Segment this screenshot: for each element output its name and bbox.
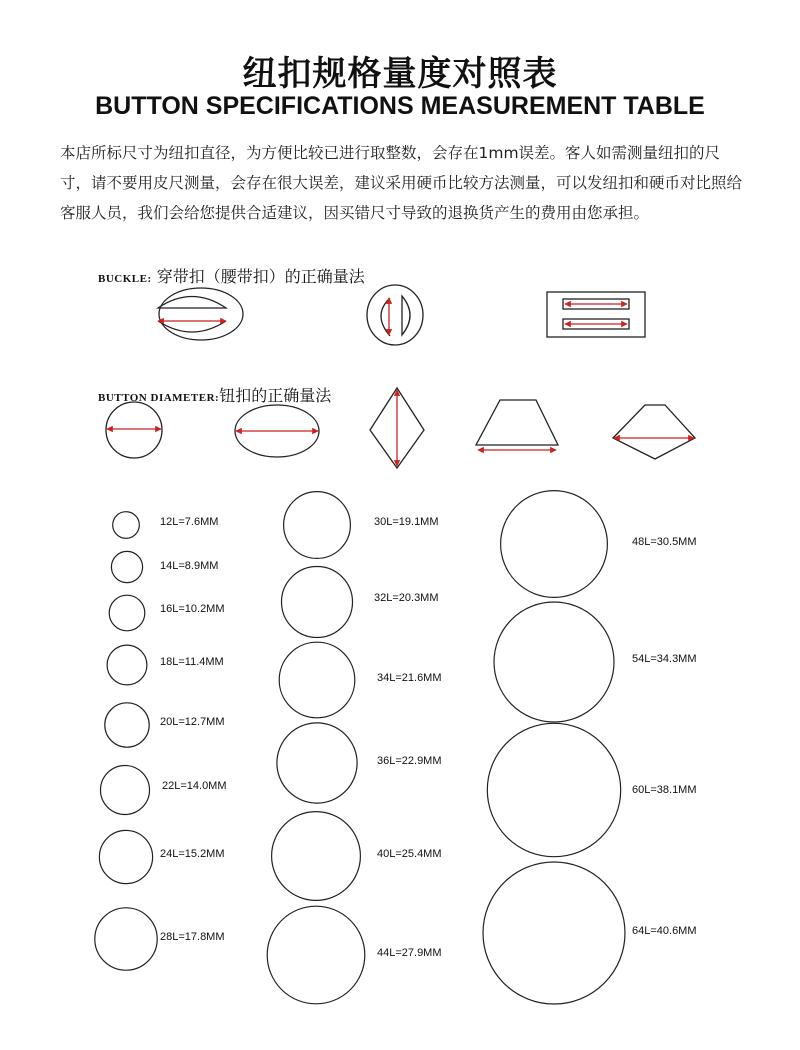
size-label: 18L=11.4MM [160, 656, 224, 668]
size-circle [277, 723, 357, 803]
rectangle-buckle-icon [547, 292, 645, 337]
intro-paragraph: 本店所标尺寸为纽扣直径，为方便比较已进行取整数，会存在1mm误差。客人如需测量纽扣的尺寸，请不要用皮尺测量，会存在很大误差，建议采用硬币比较方法测量，可以发纽扣和硬币对比照给客服人员，我们会给您提供合适建议，因买错尺寸导致的退换货产生的费用由您承担。 [60, 144, 743, 222]
diamond-button-measure-icon [370, 388, 424, 468]
size-label: 36L=22.9MM [377, 755, 442, 767]
size-label: 30L=19.1MM [374, 516, 439, 528]
size-label: 12L=7.6MM [160, 516, 219, 528]
size-circle [487, 723, 620, 856]
size-circle [501, 491, 608, 598]
buckle-label-cn: 穿带扣（腰带扣）的正确量法 [156, 267, 365, 286]
size-label: 16L=10.2MM [160, 603, 225, 615]
size-label: 24L=15.2MM [160, 848, 225, 860]
size-label: 22L=14.0MM [162, 780, 227, 792]
oval-buckle-icon [158, 288, 243, 340]
size-circle [282, 567, 353, 638]
size-circle [494, 602, 614, 722]
size-circle [279, 642, 355, 718]
size-label: 34L=21.6MM [377, 672, 442, 684]
size-circle [111, 551, 142, 582]
page-subtitle: BUTTON SPECIFICATIONS MEASUREMENT TABLE [95, 92, 705, 120]
size-circle [105, 703, 149, 747]
size-circle [99, 830, 152, 883]
size-circle [113, 512, 140, 539]
round-button-measure-icon [106, 402, 162, 458]
size-label: 40L=25.4MM [377, 848, 442, 860]
diameter-label-cn: 钮扣的正确量法 [219, 386, 332, 405]
size-label: 32L=20.3MM [374, 592, 439, 604]
diameter-label-en: BUTTON DIAMETER: [98, 392, 220, 404]
size-circle [284, 492, 351, 559]
size-label: 64L=40.6MM [632, 925, 697, 937]
buckle-label-en: BUCKLE: [98, 273, 152, 285]
size-label: 44L=27.9MM [377, 947, 442, 959]
page-title: 纽扣规格量度对照表 [242, 54, 558, 94]
size-circle [107, 645, 147, 685]
size-circle [101, 766, 150, 815]
size-label: 14L=8.9MM [160, 560, 219, 572]
oval-button-measure-icon [235, 405, 319, 457]
size-label: 20L=12.7MM [160, 716, 225, 728]
size-label: 60L=38.1MM [632, 784, 697, 796]
size-circle [267, 906, 365, 1004]
size-circle [95, 908, 157, 970]
size-label: 48L=30.5MM [632, 536, 697, 548]
pentagon-button-measure-icon [613, 405, 695, 459]
size-circle [109, 595, 145, 631]
size-circle [483, 862, 625, 1004]
size-label: 54L=34.3MM [632, 653, 697, 665]
size-label: 28L=17.8MM [160, 931, 225, 943]
round-buckle-icon [367, 285, 423, 345]
trapezoid-button-measure-icon [476, 400, 558, 450]
size-circle [272, 812, 361, 901]
